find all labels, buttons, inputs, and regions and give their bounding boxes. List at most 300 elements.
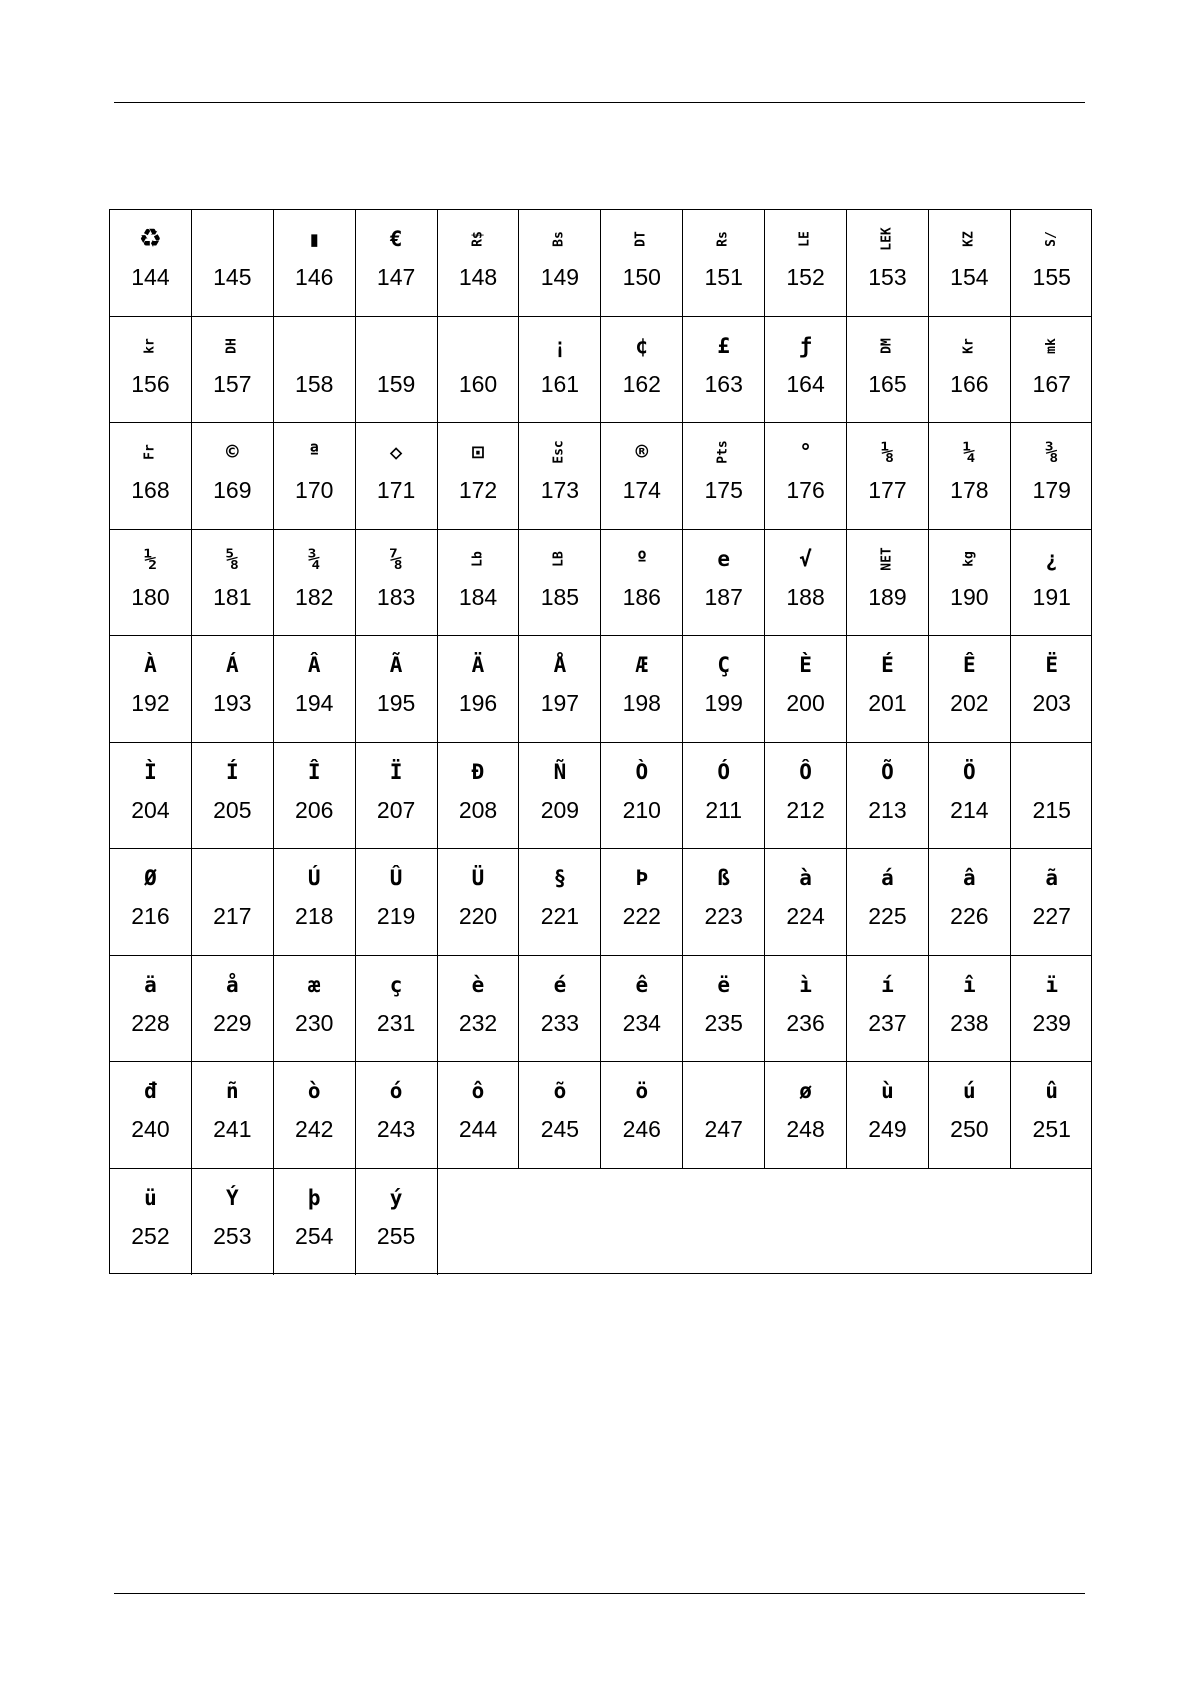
table-cell [847,530,929,636]
character-code: 208 [458,796,498,823]
table-cell [1011,636,1093,742]
character-code: 232 [458,1009,498,1036]
character-code: 204 [131,796,170,823]
table-cell [110,317,192,423]
character-code: 154 [950,264,989,290]
table-cell [1011,317,1093,423]
character-code: 173 [540,477,580,503]
character-code: 155 [1032,264,1071,290]
table-row [110,530,1091,637]
character-code: 236 [786,1009,825,1036]
table-cell [1011,210,1093,316]
table-cell [438,743,520,849]
character-code: 151 [704,264,743,290]
character-glyph: DM [879,337,895,354]
character-glyph: ß [717,866,730,890]
table-cell [929,423,1011,529]
table-cell [519,636,601,742]
character-glyph: £ [717,333,730,358]
character-glyph: Þ [635,866,649,890]
header-rule [114,102,1085,103]
character-glyph: Ö [963,759,976,784]
table-cell [110,956,192,1062]
character-code: 146 [295,264,334,290]
table-cell [601,1062,683,1168]
character-code: 163 [704,370,743,397]
character-glyph: đ [144,1079,157,1103]
table-cell [519,530,601,636]
character-code: 226 [950,903,989,929]
character-glyph: ý [389,1185,403,1210]
table-cell [438,636,520,742]
table-row [110,1169,1091,1276]
character-glyph: ê [635,972,649,997]
character-code: 179 [1032,477,1071,503]
footer-rule [114,1593,1085,1594]
character-code: 182 [295,583,334,610]
table-cell [929,743,1011,849]
character-code: 200 [786,690,825,716]
character-code: 244 [458,1116,498,1142]
table-cell [274,210,356,316]
character-code: 152 [786,264,825,290]
character-glyph: î [963,972,976,997]
character-glyph: ¾ [307,546,321,571]
character-glyph: ¢ [635,333,649,358]
table-cell [356,530,438,636]
character-code: 224 [786,903,825,929]
character-code: 219 [376,903,416,929]
character-glyph: ⅝ [226,546,239,571]
character-code: 210 [622,796,661,823]
table-cell [765,1062,847,1168]
table-cell [519,423,601,529]
character-glyph: ƒ [799,333,812,358]
character-glyph: Ý [226,1185,239,1210]
character-code: 184 [458,583,498,610]
character-code: 157 [213,370,252,397]
character-glyph: ø [799,1079,812,1103]
table-cell [601,956,683,1062]
table-cell [519,956,601,1062]
character-glyph: DH [224,337,240,354]
character-code: 186 [622,583,661,610]
table-cell [356,1062,438,1168]
character-glyph: Ì [144,759,157,784]
character-glyph: ♻ [138,224,163,254]
character-code: 220 [458,903,498,929]
character-glyph: Ã [389,653,403,677]
character-glyph: ⅞ [389,546,403,571]
character-glyph: í [881,972,894,997]
character-glyph [683,1074,764,1108]
character-glyph: Fr [142,444,158,460]
character-code: 255 [376,1222,416,1249]
character-glyph: ï [1045,972,1059,997]
character-glyph [274,329,355,363]
table-row [110,1062,1091,1169]
character-glyph: Ú [307,866,321,890]
table-cell [1011,849,1093,955]
character-glyph: § [553,866,567,890]
character-code: 223 [704,903,743,929]
table-cell [765,210,847,316]
character-glyph: Ò [635,759,649,784]
character-glyph: õ [553,1079,567,1103]
character-glyph: ⊡ [471,440,485,464]
character-code: 234 [622,1009,661,1036]
character-code: 231 [376,1009,416,1036]
table-cell [601,423,683,529]
character-code: 252 [131,1222,170,1249]
character-glyph: ü [144,1185,157,1210]
character-glyph: º [635,546,649,571]
table-cell [601,636,683,742]
table-cell [929,530,1011,636]
character-glyph: Pts [715,440,731,464]
table-cell [110,1169,192,1276]
table-cell [356,1169,438,1276]
table-cell [192,210,274,316]
table-cell [356,210,438,316]
character-glyph: ° [799,440,812,464]
table-cell [192,956,274,1062]
table-cell [683,849,765,955]
table-cell [192,1062,274,1168]
table-cell [438,423,520,529]
table-cell [110,423,192,529]
character-code: 212 [786,796,825,823]
character-glyph: ◇ [389,440,403,464]
empty-cell-span [438,1169,1091,1276]
table-cell [847,743,929,849]
character-code: 246 [622,1116,661,1142]
character-code: 162 [622,370,661,397]
character-glyph: KZ [961,231,977,247]
character-glyph: √ [799,546,812,571]
character-glyph: Û [389,866,403,890]
character-code: 250 [950,1116,989,1142]
character-glyph: Kr [961,337,977,354]
character-glyph: û [1045,1079,1059,1103]
character-glyph: ¿ [1045,546,1059,571]
character-code: 211 [705,796,743,823]
table-cell [110,530,192,636]
character-code: 181 [213,583,252,610]
table-cell [601,210,683,316]
table-cell [519,849,601,955]
character-code: 167 [1032,370,1071,397]
table-cell [1011,1062,1093,1168]
table-cell [683,743,765,849]
character-code: 238 [950,1009,989,1036]
table-cell [274,956,356,1062]
character-code: 156 [131,370,170,397]
table-cell [929,636,1011,742]
character-code: 203 [1032,690,1071,716]
character-glyph: Ç [717,653,730,677]
table-cell [110,1062,192,1168]
table-row [110,849,1091,956]
table-cell [274,849,356,955]
character-glyph: à [799,866,812,890]
table-cell [765,956,847,1062]
table-cell [929,317,1011,423]
table-cell [1011,423,1093,529]
character-glyph: Ê [963,653,976,677]
character-glyph: ä [144,972,157,997]
table-cell [847,423,929,529]
character-code: 174 [622,477,661,503]
character-glyph [1011,755,1093,789]
character-glyph [356,329,437,363]
table-cell [438,1062,520,1168]
table-row [110,317,1091,424]
character-code: 230 [295,1009,334,1036]
table-cell [438,849,520,955]
character-code: 180 [131,583,170,610]
character-code: 233 [540,1009,580,1036]
table-cell [274,636,356,742]
table-cell [192,849,274,955]
table-cell [929,849,1011,955]
character-code: 172 [458,477,498,503]
character-code: 170 [295,477,334,503]
table-cell [356,636,438,742]
character-code: 247 [704,1116,743,1142]
character-code: 242 [295,1116,334,1142]
character-code: 175 [704,477,743,503]
table-cell [601,849,683,955]
character-glyph: ¼ [963,440,976,464]
character-code: 164 [786,370,825,397]
character-glyph: Bs [551,231,567,247]
table-row [110,743,1091,850]
character-code: 168 [131,477,170,503]
character-code: 215 [1032,796,1071,823]
table-cell [110,210,192,316]
character-glyph: © [226,440,239,464]
character-code: 222 [622,903,661,929]
table-cell [192,530,274,636]
character-glyph: Ñ [553,759,567,784]
character-code: 213 [868,796,907,823]
table-cell [192,743,274,849]
character-code: 183 [376,583,416,610]
character-glyph: Å [553,653,567,677]
table-cell [274,317,356,423]
character-glyph: ¡ [553,333,567,358]
table-cell [847,1062,929,1168]
character-code: 245 [540,1116,580,1142]
character-code: 237 [868,1009,907,1036]
character-code: 176 [786,477,825,503]
character-glyph: È [799,653,812,677]
table-cell [765,636,847,742]
table-cell [683,530,765,636]
character-code: 193 [213,690,252,716]
character-glyph: LEK [879,227,895,251]
character-glyph: mk [1043,337,1059,354]
character-code: 207 [376,796,416,823]
character-code: 160 [458,370,498,397]
table-cell [683,636,765,742]
character-glyph: Õ [881,759,894,784]
character-code: 240 [131,1116,170,1142]
character-code: 214 [950,796,989,823]
character-code: 194 [295,690,334,716]
character-glyph: ® [635,440,649,464]
table-cell [110,743,192,849]
character-code: 243 [376,1116,416,1142]
character-glyph: Î [307,759,321,784]
character-glyph: S/ [1043,231,1059,247]
character-code: 191 [1032,583,1071,610]
character-code: 251 [1032,1116,1071,1142]
character-glyph: á [881,866,894,890]
character-code: 198 [622,690,661,716]
character-code: 190 [950,583,989,610]
table-cell [438,317,520,423]
character-code: 188 [786,583,825,610]
character-code: 166 [950,370,989,397]
character-code: 158 [295,370,334,397]
table-cell [847,317,929,423]
table-cell [765,849,847,955]
character-glyph [192,861,273,895]
table-cell [601,530,683,636]
character-glyph: É [881,653,894,677]
table-cell [683,423,765,529]
character-code: 201 [868,690,907,716]
character-code: 169 [213,477,252,503]
table-cell [274,423,356,529]
table-cell [601,743,683,849]
character-code: 206 [295,796,334,823]
table-cell [192,1169,274,1276]
character-glyph: R$ [470,231,486,247]
table-cell [1011,956,1093,1062]
table-cell [356,956,438,1062]
character-code: 227 [1032,903,1071,929]
table-cell [765,743,847,849]
table-cell [1011,743,1093,849]
table-cell [929,956,1011,1062]
character-code: 150 [622,264,661,290]
table-cell [683,317,765,423]
table-cell [192,317,274,423]
character-glyph: Æ [635,653,649,677]
character-code: 185 [540,583,580,610]
character-glyph: Ü [471,866,485,890]
table-cell [438,956,520,1062]
character-glyph: Á [226,653,239,677]
character-glyph: kr [142,337,158,354]
table-cell [356,317,438,423]
character-code: 221 [540,903,580,929]
table-cell [192,636,274,742]
table-cell [683,210,765,316]
character-glyph [192,222,273,256]
character-glyph: e [717,546,730,571]
character-glyph: DT [633,231,649,247]
character-glyph: ó [389,1079,403,1103]
table-cell [765,530,847,636]
character-code: 235 [704,1009,743,1036]
character-code: 144 [131,264,170,290]
table-cell [274,1062,356,1168]
character-code: 216 [131,903,170,929]
character-glyph: Í [226,759,239,784]
character-glyph: ç [389,972,403,997]
table-cell [438,210,520,316]
table-row [110,210,1091,317]
table-cell [847,210,929,316]
character-glyph: ⅛ [881,440,894,464]
table-cell [683,956,765,1062]
character-glyph: NET [879,546,895,571]
character-glyph: À [144,653,157,677]
table-cell [356,743,438,849]
table-cell [519,1062,601,1168]
table-cell [110,636,192,742]
character-code: 249 [868,1116,907,1142]
character-glyph: ì [799,972,812,997]
table-cell [519,317,601,423]
character-glyph: é [553,972,567,997]
table-cell [274,743,356,849]
character-glyph: è [471,972,485,997]
character-code: 148 [458,264,498,290]
character-glyph: Ø [144,866,157,890]
character-code: 199 [704,690,743,716]
table-cell [192,423,274,529]
character-glyph: ▮ [307,227,321,251]
table-row [110,423,1091,530]
character-code: 248 [786,1116,825,1142]
table-cell [274,1169,356,1276]
table-cell [929,1062,1011,1168]
character-code: 147 [376,264,416,290]
character-glyph: ô [471,1079,485,1103]
table-cell [765,423,847,529]
table-cell [601,317,683,423]
character-glyph: kg [961,550,977,567]
character-glyph: ë [717,972,730,997]
table-cell [519,743,601,849]
table-cell [274,530,356,636]
character-code: 187 [704,583,743,610]
character-glyph: ñ [226,1079,239,1103]
table-cell [683,1062,765,1168]
character-code: 197 [540,690,580,716]
character-code: 225 [868,903,907,929]
character-glyph: LE [797,231,813,247]
character-glyph: € [389,227,403,251]
character-glyph: Đ [471,759,485,784]
table-cell [110,849,192,955]
character-glyph: ⅜ [1045,440,1059,464]
character-code: 165 [868,370,907,397]
character-glyph: æ [307,972,321,997]
character-glyph: Ë [1045,653,1059,677]
character-code: 149 [540,264,580,290]
character-glyph: â [963,866,976,890]
character-code: 178 [950,477,989,503]
table-cell [1011,530,1093,636]
character-code: 218 [295,903,334,929]
character-glyph: Lb [470,550,486,567]
